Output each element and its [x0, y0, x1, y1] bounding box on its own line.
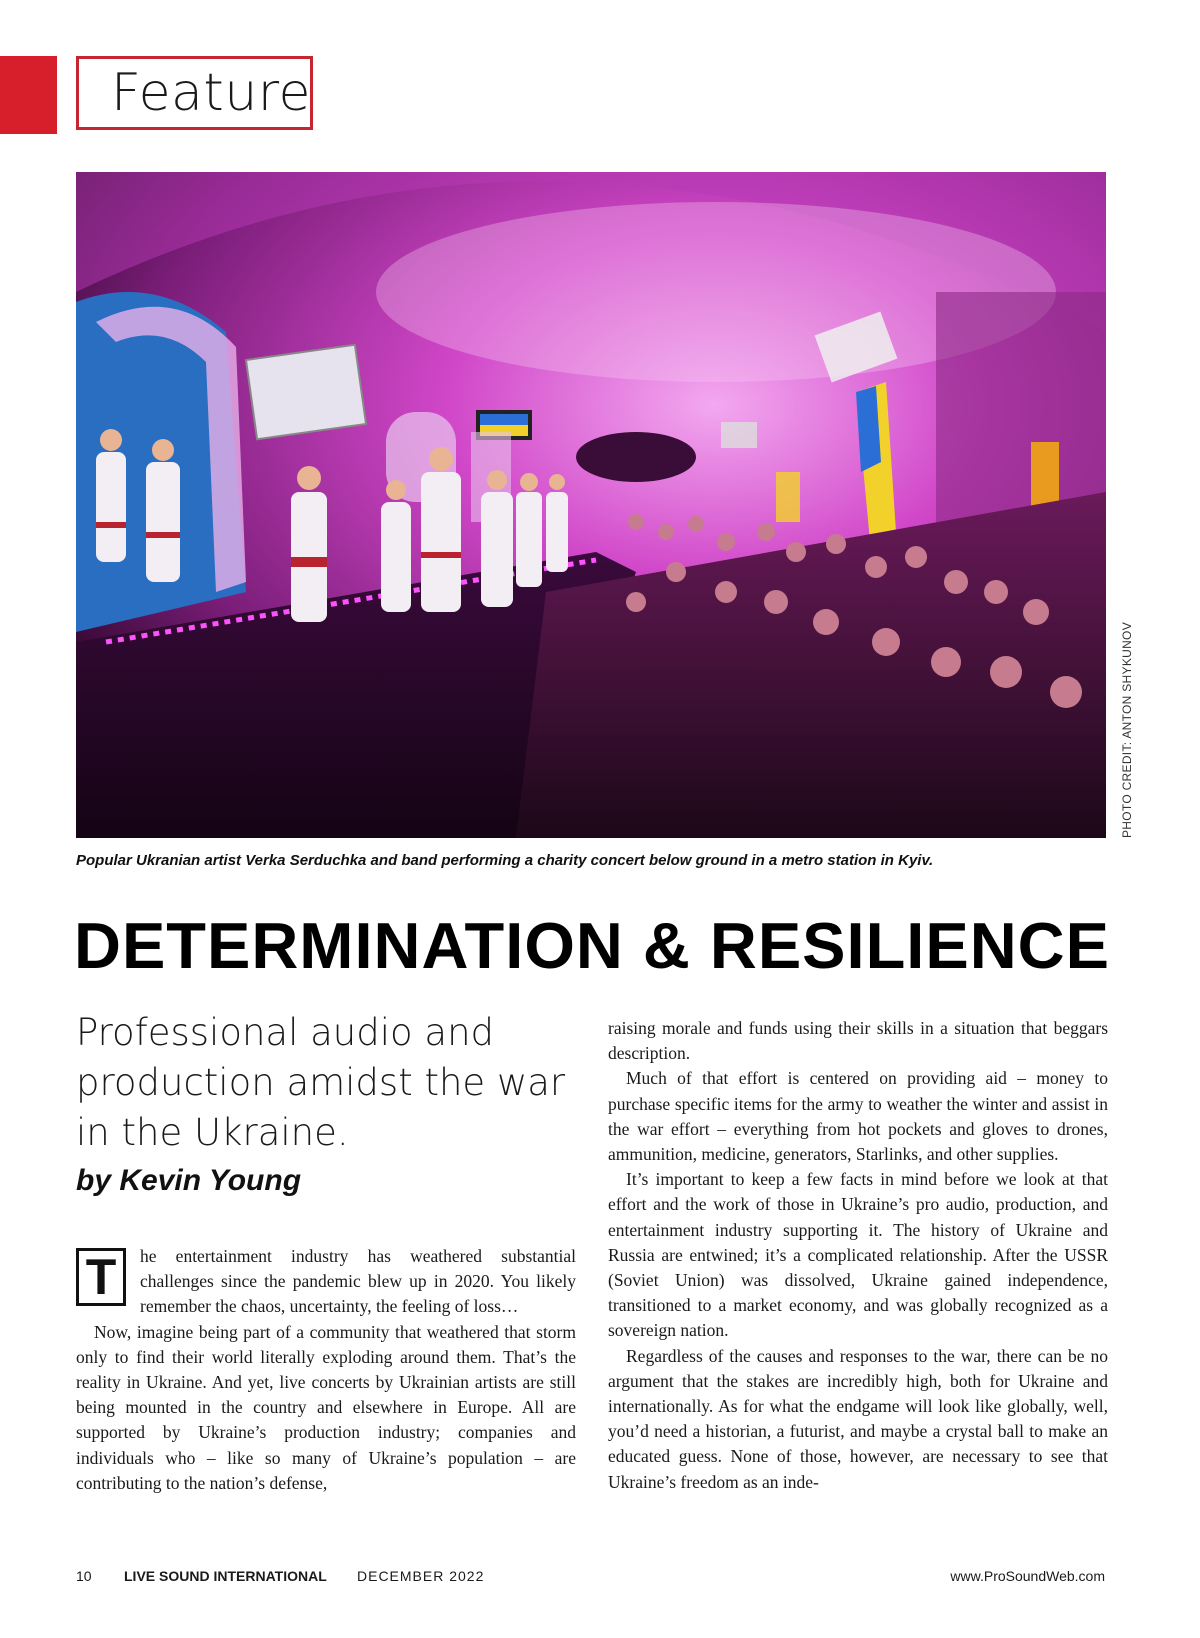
- body-paragraph-2: Now, imagine being part of a community that weathered that storm only to find their world literally exploding around them. That’s the reality in Ukraine. And yet, live concerts by Ukrainian artists are still being mounted in the country and elsewhere in Europe. All are supported by Ukraine’s production industry; companies and individuals who – like so many of Ukraine’s population – are contributing to the nation’s defense,: [76, 1321, 576, 1493]
- deck: Professional audio and production amidst the war in the Ukraine.: [76, 1011, 566, 1154]
- section-label: Feature: [76, 56, 313, 130]
- headline: DETERMINATION & RESILIENCE: [74, 909, 1110, 982]
- page-number: 10: [76, 1568, 92, 1584]
- issue-date: DECEMBER 2022: [357, 1568, 485, 1584]
- body-paragraph-4: Much of that effort is centered on providing aid – money to purchase specific items for the army to weather the winter and assist in the war effort – everything from hot pockets and gloves to drones, ammunition, medicine, generators, Starlinks, and other supplies.: [608, 1068, 1108, 1165]
- body-paragraph-6: Regardless of the causes and responses to the war, there can be no argument that the stakes are incredibly high, both for Ukraine and internationally. As for what the endgame will look like globally, well, you’d need a historian, a futurist, and maybe a crystal ball to make an educated guess. None of those, however, are necessary to see that Ukraine’s freedom as an inde-: [608, 1345, 1108, 1492]
- body-paragraph-3: raising morale and funds using their skills in a situation that beggars description.: [608, 1018, 1108, 1064]
- photo-credit: PHOTO CREDIT: ANTON SHYKUNOV: [1120, 622, 1134, 838]
- magazine-name: LIVE SOUND INTERNATIONAL: [124, 1568, 327, 1584]
- feature-photo: [76, 172, 1106, 838]
- body-column-left: [76, 1244, 576, 1496]
- body-paragraph-5: It’s important to keep a few facts in mind before we look at that effort and the work of those in Ukraine’s pro audio, production, and entertainment industry supporting it. The history of Ukraine and Russia are entwined; it’s a complicated relationship. After the USSR (Soviet Union) was dissolved, Ukraine gained independence, transitioned to a market economy, and was globally recognized as a sovereign nation.: [608, 1169, 1108, 1341]
- photo-caption: Popular Ukranian artist Verka Serduchka and band performing a charity concert below ground in a metro station in Kyiv.: [76, 852, 934, 869]
- drop-cap: T: [76, 1248, 126, 1306]
- website-url: www.ProSoundWeb.com: [950, 1568, 1105, 1584]
- red-accent-block: [0, 56, 57, 134]
- body-paragraph-1: [76, 1244, 576, 1320]
- paragraph-text: he entertainment industry has weathered substantial challenges since the pandemic blew up in 2020. You likely remember the chaos, uncertainty, the feeling of loss…: [140, 1246, 576, 1317]
- body-column-right: [608, 1016, 1108, 1495]
- byline: by Kevin Young: [76, 1164, 302, 1197]
